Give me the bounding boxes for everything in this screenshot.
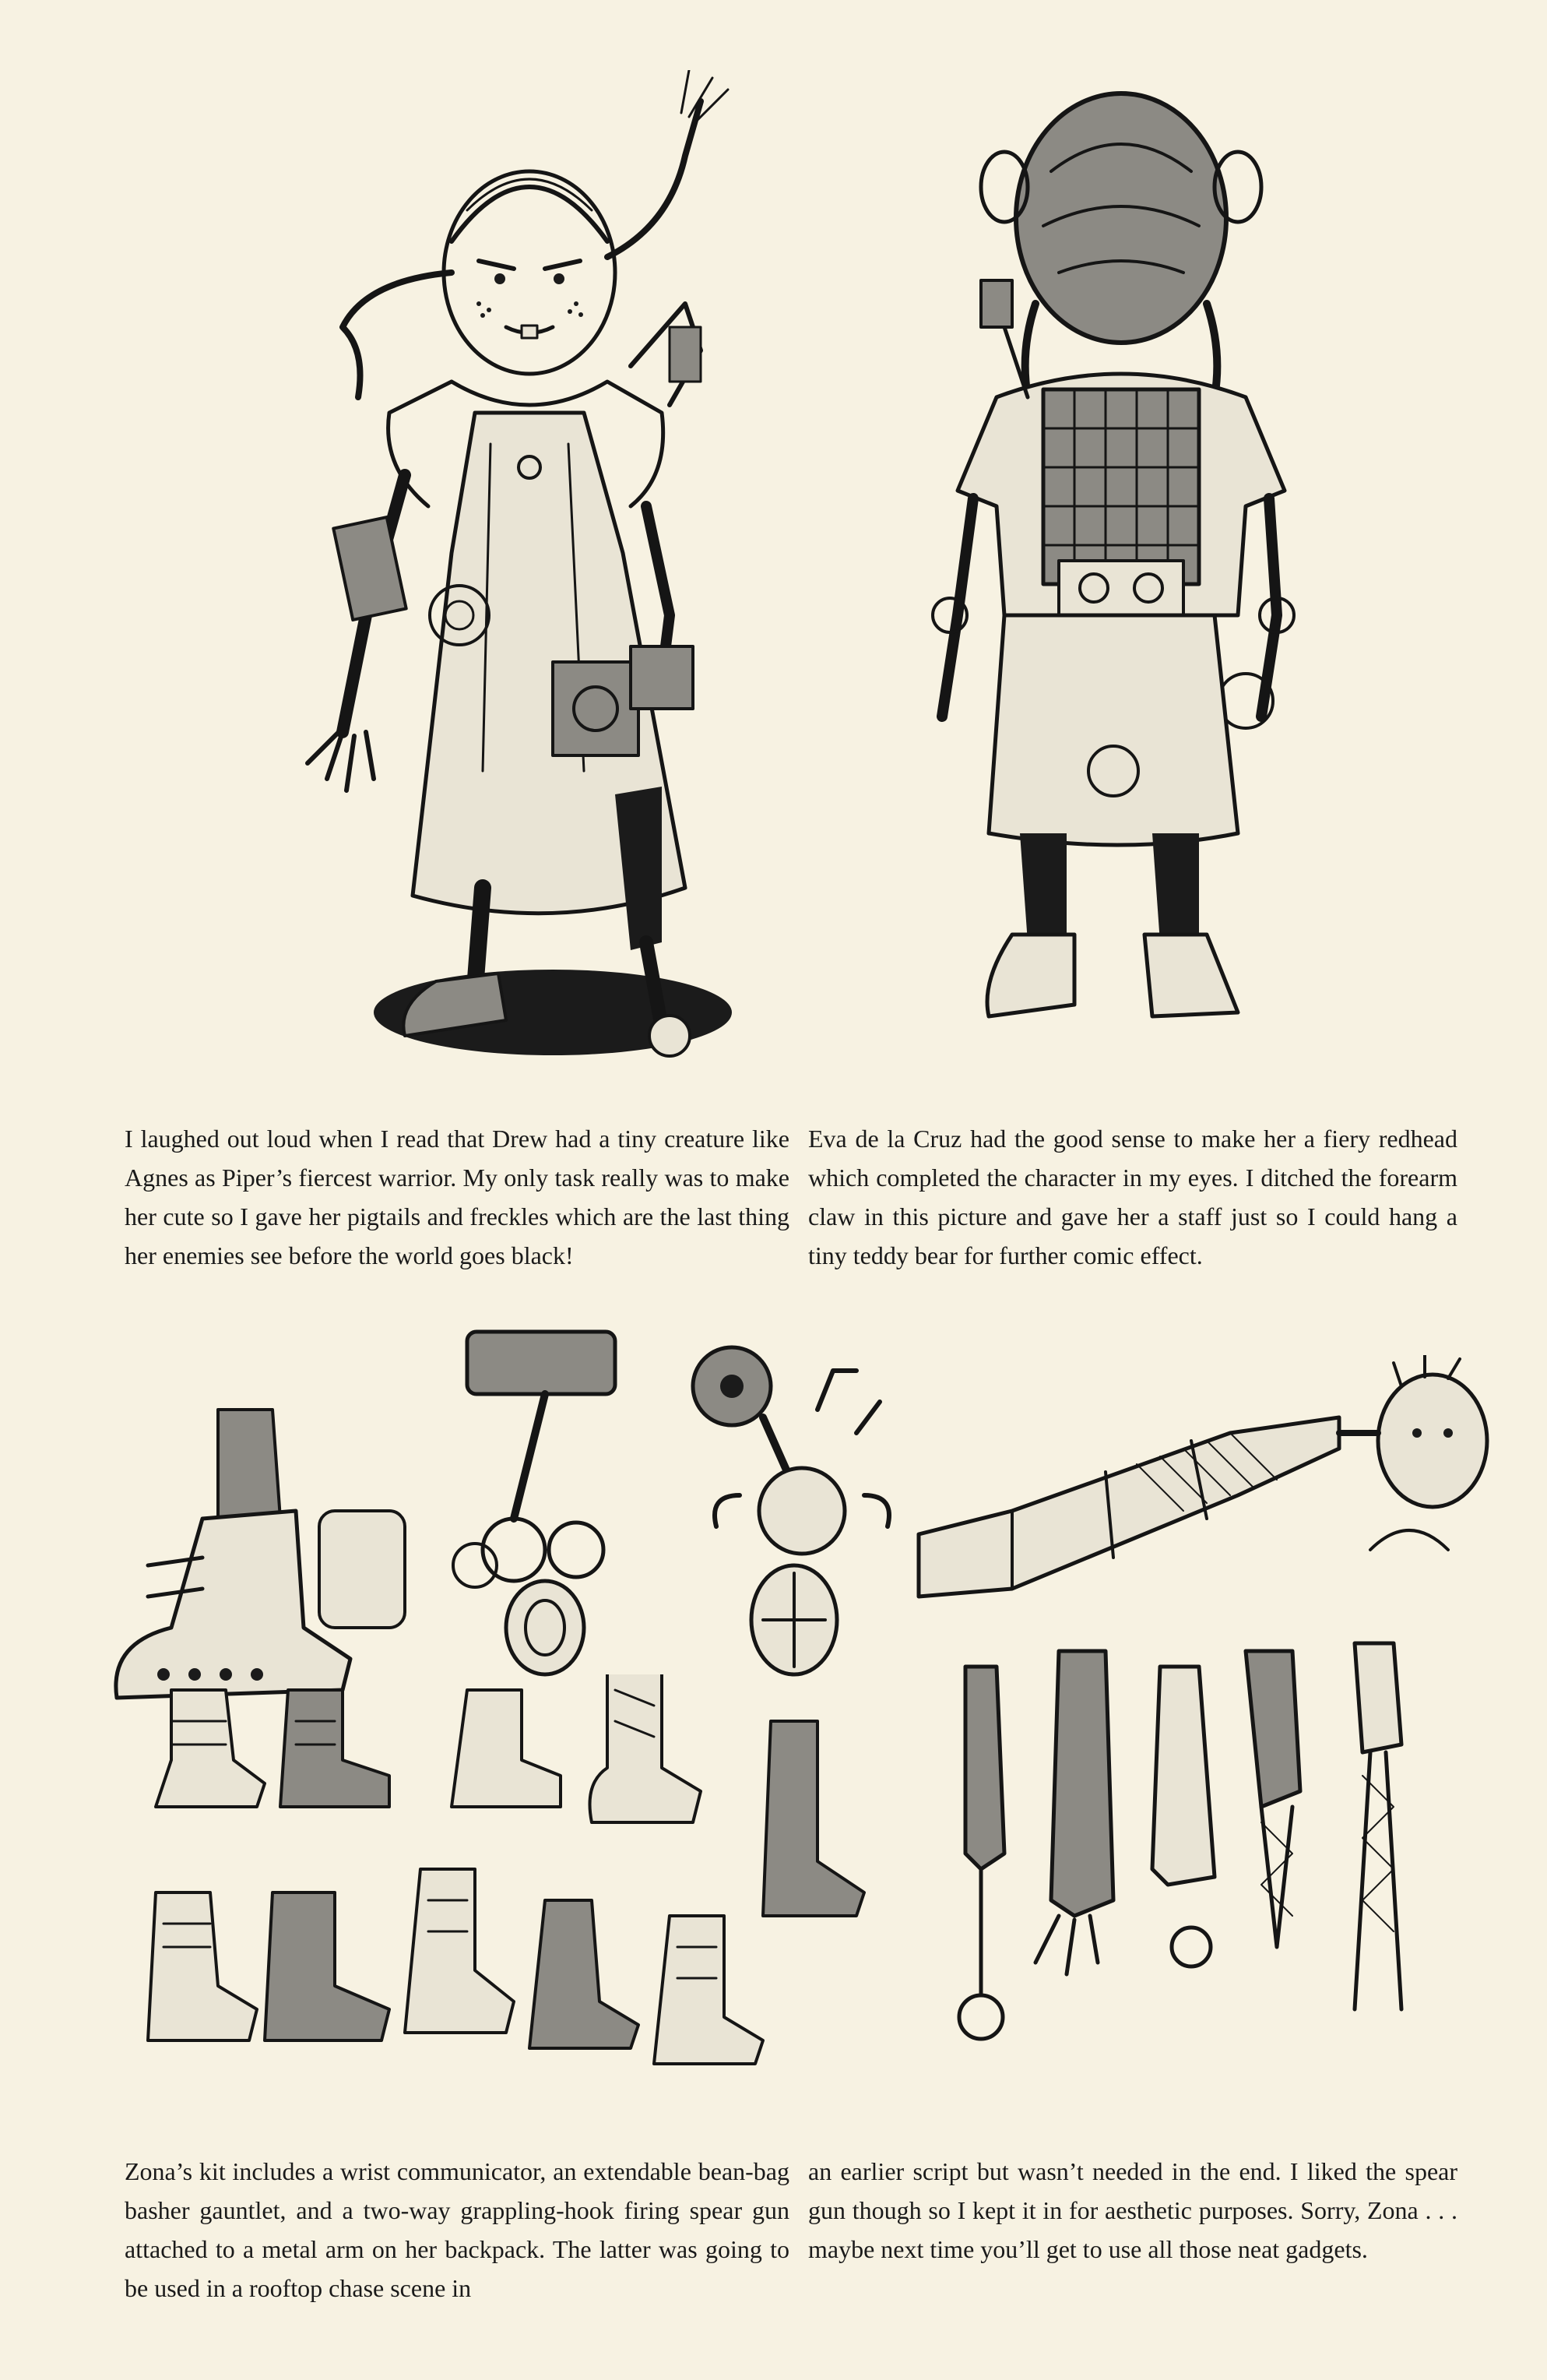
agnes-back-sketch <box>911 70 1316 1059</box>
agnes-caption-left: I laughed out loud when I read that Drew had a tiny creature like Agnes as Piper’s fiercest warrior. My only task really was to make her cute so I gave her pigtails and freckles which are the last thing her enemies see before the world goes black! <box>125 1125 789 1269</box>
zona-boots-grid-sketch <box>140 1674 903 2126</box>
zona-caption-left: Zona’s kit includes a wrist communicator, an extendable bean-bag basher gauntlet, and a two-way grappling-hook firing spear gun attached to a metal arm on her backpack. The latter was going to be used in a rooftop chase scene in <box>125 2157 789 2302</box>
zona-gauntlet-sketch <box>677 1340 911 1682</box>
zona-extended-arm-sketch <box>903 1355 1503 1620</box>
zona-caption-right: an earlier script but wasn’t needed in the end. I liked the spear gun though so I kept it in for aesthetic purposes. Sorry, Zona . . . maybe next time you’ll get to use all those neat gadgets. <box>808 2157 1457 2263</box>
zona-boot-sketch <box>101 1394 428 1721</box>
zona-arms-grid-sketch <box>934 1620 1479 2134</box>
agnes-caption-right: Eva de la Cruz had the good sense to make her a fiery redhead which completed the character in my eyes. I ditched the forearm claw in this picture and gave her a staff just so I could hang a tiny teddy bear for further comic effect. <box>808 1125 1457 1269</box>
agnes-front-sketch <box>296 70 763 1098</box>
zona-wrist-communicator-sketch <box>444 1316 654 1682</box>
